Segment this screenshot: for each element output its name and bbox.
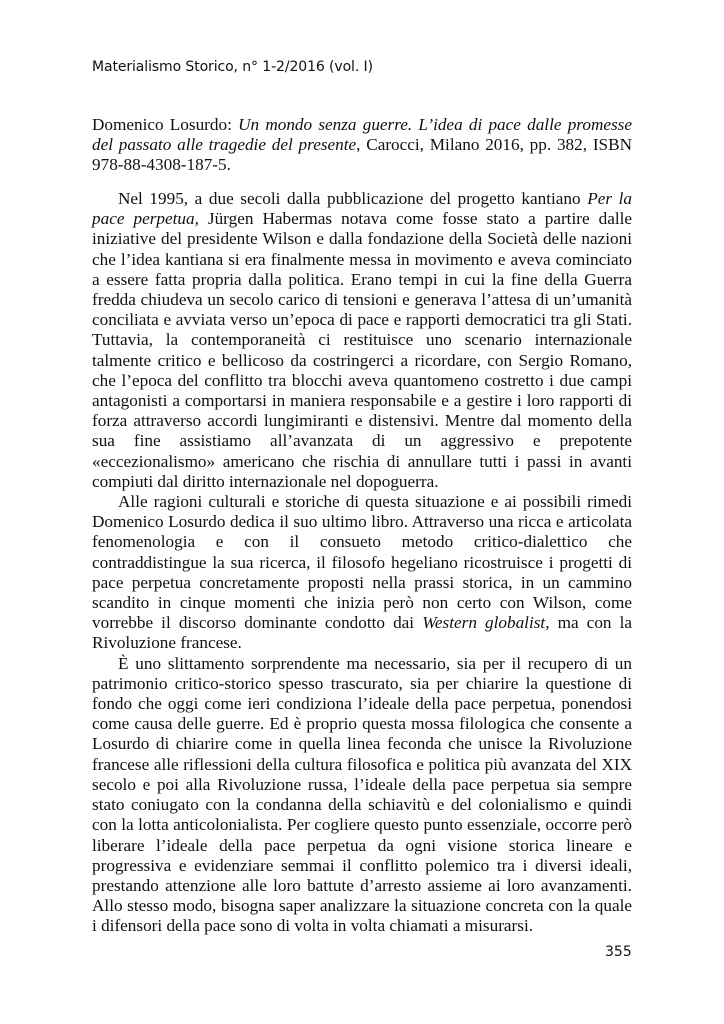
citation-book-title: Un mondo senza guerre. L’idea di pace dalle promesse del passato alle tragedie del presente (92, 115, 632, 155)
page-number: 355 (605, 944, 632, 960)
review-body (92, 189, 632, 937)
paragraph-1-text-b: Jürgen Habermas notava come fosse stato a partire dalle iniziative del presidente Wilson e dalla fondazione della Società delle nazioni che l’idea kantiana si era finalmente messa in movimento e aveva cominciato a essere fatta propria dalla politica. Erano tempi in cui la fine della Guerra fredda chiudeva un secolo carico di tensioni e generava l’attesa di un’umanità conciliata e avviata verso un’epoca di pace e rapporti democratici tra gli Stati. Tuttavia, la contemporaneità ci restituisce uno scenario internazionale talmente critico e bellicoso da costringerci a ricordare, con Sergio Romano, che l’epoca del conflitto tra blocchi aveva quantomeno costretto i due campi antagonisti a comportarsi in maniera responsabile e a gestire i loro rapporti di forza attraverso accordi lungimiranti e distensivi. Mentre dal momento della sua fine assistiamo all’avanzata di un aggressivo e prepotente «eccezionalismo» americano che rischia di annullare tutti i passi in avanti compiuti dal diritto internazionale nel dopoguerra. (92, 209, 632, 491)
paragraph-1-italic-title: Per la pace perpetua, (92, 189, 632, 229)
paragraph-2-italic-term: Western globalist (422, 613, 546, 633)
paragraph-1-text-a: Nel 1995, a due secoli dalla pubblicazione del progetto kantiano (118, 189, 588, 208)
paragraph-2-text-a: Alle ragioni culturali e storiche di questa situazione e ai possibili rimedi Domenico Losurdo dedica il suo ultimo libro. Attraverso una ricca e articolata fenomenologia e con il consueto metodo critico-dialettico che contraddistingue la sua ricerca, il filosofo hegeliano ricostruisce i progetti di pace perpetua concretamente proposti nella prassi storica, in un cammino scandito in cinque momenti che inizia però non certo con Wilson, come vorrebbe il discorso dominante condotto dai (92, 492, 632, 633)
paragraph-1 (92, 189, 632, 492)
paragraph-2-text-b: , ma con la Rivoluzione francese. (92, 613, 632, 653)
citation-author: Domenico Losurdo: (92, 115, 239, 134)
paragraph-2 (92, 492, 632, 654)
paragraph-3: È uno slittamento sorprendente ma necessario, sia per il recupero di un patrimonio critico-storico spesso trascurato, sia per chiarire la questione di fondo che oggi come ieri condiziona l’ideale della pace perpetua, ponendosi come causa delle guerre. Ed è proprio questa mossa filologica che consente a Losurdo di chiarire come in quella linea feconda che unisce la Rivoluzione francese alle riflessioni della cultura filosofica e politica più avanzata del XIX secolo e poi alla Rivoluzione russa, l’ideale della pace perpetua sia sempre stato coniugato con la condanna della schiavitù e del colonialismo e quindi con la lotta anticolonialista. Per cogliere questo punto essenziale, occorre però liberare l’ideale della pace perpetua da ogni visione storica lineare e progressiva e evidenziare semmai il conflitto polemico tra i diversi ideali, prestando attenzione alle loro battute d’arresto assieme ai loro avanzamenti. Allo stesso modo, bisogna saper analizzare la situazione concreta con la quale i difensori della pace sono di volta in volta chiamati a misurarsi. (92, 653, 632, 936)
citation-publisher-info: , Carocci, Milano 2016, pp. 382, ISBN 978-88-4308-187-5. (92, 135, 632, 175)
book-citation (92, 115, 632, 176)
running-header: Materialismo Storico, n° 1-2/2016 (vol. I) (92, 59, 373, 75)
